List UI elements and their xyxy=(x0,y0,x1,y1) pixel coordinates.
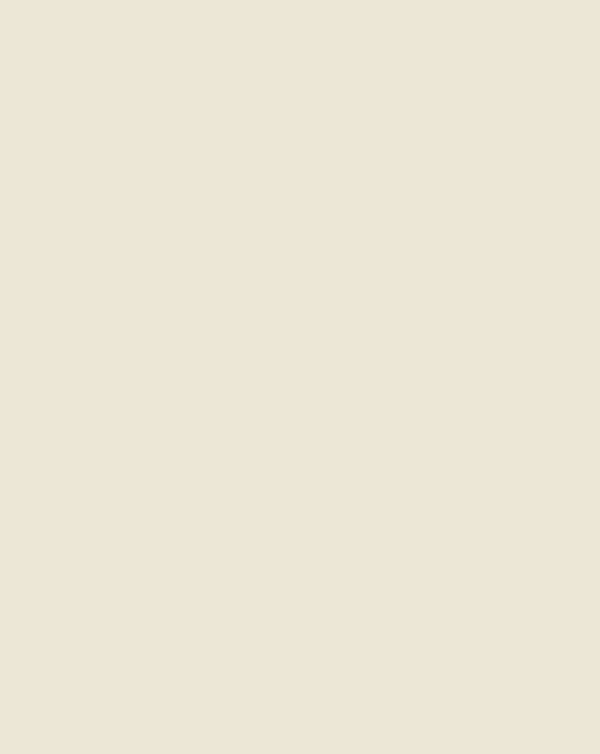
body-measurements-heading xyxy=(0,76,600,93)
